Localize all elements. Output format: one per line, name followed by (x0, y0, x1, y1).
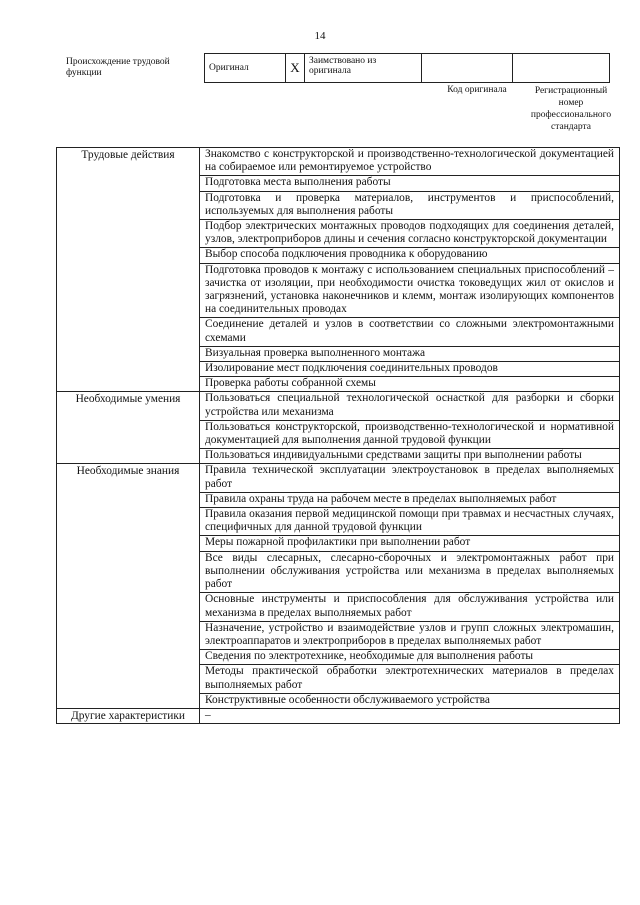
section-item-cell (200, 551, 620, 593)
section-item-cell (200, 693, 620, 708)
section-item: Пользоваться конструкторской, производственно-технологической и нормативной документацией для выполнения данной трудовой функции (205, 420, 614, 447)
origin-code-cell (422, 54, 513, 83)
table-row (57, 464, 620, 492)
section-title: Необходимые знания (57, 464, 200, 708)
origin-mark-cell: X (286, 54, 305, 83)
section-item-cell (200, 148, 620, 176)
section-item-cell (200, 593, 620, 621)
section-item-cell (200, 650, 620, 665)
section-item-cell (200, 263, 620, 318)
section-item: Пользоваться специальной технологической оснасткой для разборки и сборки устройства или механизма (205, 392, 614, 418)
section-item: Основные инструменты и приспособления для обслуживания устройства или механизма в пределах выполняемых работ (205, 593, 614, 619)
section-item: Правила охраны труда на рабочем месте в пределах выполняемых работ (205, 492, 557, 505)
section-item-cell (200, 508, 620, 536)
section-item: Конструктивные особенности обслуживаемого устройства (205, 693, 490, 706)
section-item: Назначение, устройство и взаимодействие узлов и групп сложных электромашин, электроаппаратов и электроприборов в пределах выполняемых работ (205, 621, 614, 647)
section-item: Подбор электрических монтажных проводов подходящих для соединения деталей, узлов, электроприборов длины и сечения согласно конструкторской документации (205, 220, 614, 246)
section-item-cell (200, 708, 620, 723)
section-item-cell (200, 346, 620, 361)
section-item-cell (200, 449, 620, 464)
section-item: Сведения по электротехнике, необходимые для выполнения работы (205, 650, 534, 663)
section-item-cell (200, 420, 620, 448)
section-item: Подготовка и проверка материалов, инструментов и приспособлений, используемых для выполнения работы (205, 191, 614, 217)
section-item-cell (200, 220, 620, 248)
origin-original-cell: Оригинал (205, 54, 286, 83)
section-item: Все виды слесарных, слесарно-сборочных и электромонтажных работ при выполнении обслуживания устройства или механизма в пределах выполняемых работ (205, 551, 614, 591)
code-caption: Код оригинала (447, 85, 507, 95)
origin-reg-cell (513, 54, 610, 83)
section-item-cell (200, 621, 620, 649)
section-item-cell (200, 665, 620, 693)
function-table (56, 147, 620, 724)
origin-label: Происхождение трудовой функции (66, 57, 170, 78)
section-item-cell (200, 191, 620, 219)
table-row (57, 708, 620, 723)
section-item-cell (200, 248, 620, 263)
section-item-cell (200, 536, 620, 551)
section-item: Подготовка места выполнения работы (205, 176, 391, 189)
section-title: Другие характеристики (57, 708, 200, 723)
section-item-cell (200, 492, 620, 507)
section-title: Трудовые действия (57, 148, 200, 392)
table-row (57, 392, 620, 420)
section-item-cell (200, 392, 620, 420)
section-item-cell (200, 377, 620, 392)
section-item: Соединение деталей и узлов в соответствии со сложными электромонтажными схемами (205, 318, 614, 344)
section-item: Меры пожарной профилактики при выполнении работ (205, 536, 471, 549)
section-item: Знакомство с конструкторской и производственно-технологической документацией на собираемое или ремонтируемое устройство (205, 148, 614, 174)
section-item-cell (200, 176, 620, 191)
origin-borrowed-cell: Заимствовано из оригинала (305, 54, 422, 83)
section-title: Необходимые умения (57, 392, 200, 464)
section-item: – (205, 708, 211, 721)
section-item: Изолирование мест подключения соединительных проводов (205, 362, 498, 375)
page-number: 14 (314, 30, 326, 42)
section-item: Визуальная проверка выполненного монтажа (205, 346, 426, 359)
reg-caption: Регистрационный номер профессионального стандарта (530, 86, 612, 132)
section-item-cell (200, 318, 620, 346)
section-item-cell (200, 362, 620, 377)
section-item: Подготовка проводов к монтажу с использованием специальных приспособлений – зачистка от изоляции, при необходимости очистка токоведущих жил от окислов и загрязнений, установка наконечников и клемм, монтаж изолирующих компонентов на соединительных проводах (205, 263, 614, 316)
section-item: Выбор способа подключения проводника к оборудованию (205, 248, 488, 261)
section-item: Правила оказания первой медицинской помощи при травмах и несчастных случаях, специфичных для данной трудовой функции (205, 508, 614, 534)
section-item: Методы практической обработки электротехнических материалов в пределах выполняемых работ (205, 665, 614, 691)
section-item: Правила технической эксплуатации электроустановок в пределах выполняемых работ (205, 464, 614, 490)
table-row (57, 148, 620, 176)
section-item-cell (200, 464, 620, 492)
section-item: Пользоваться индивидуальными средствами защиты при выполнении работы (205, 449, 582, 462)
origin-table (204, 53, 610, 83)
section-item: Проверка работы собранной схемы (205, 377, 376, 390)
